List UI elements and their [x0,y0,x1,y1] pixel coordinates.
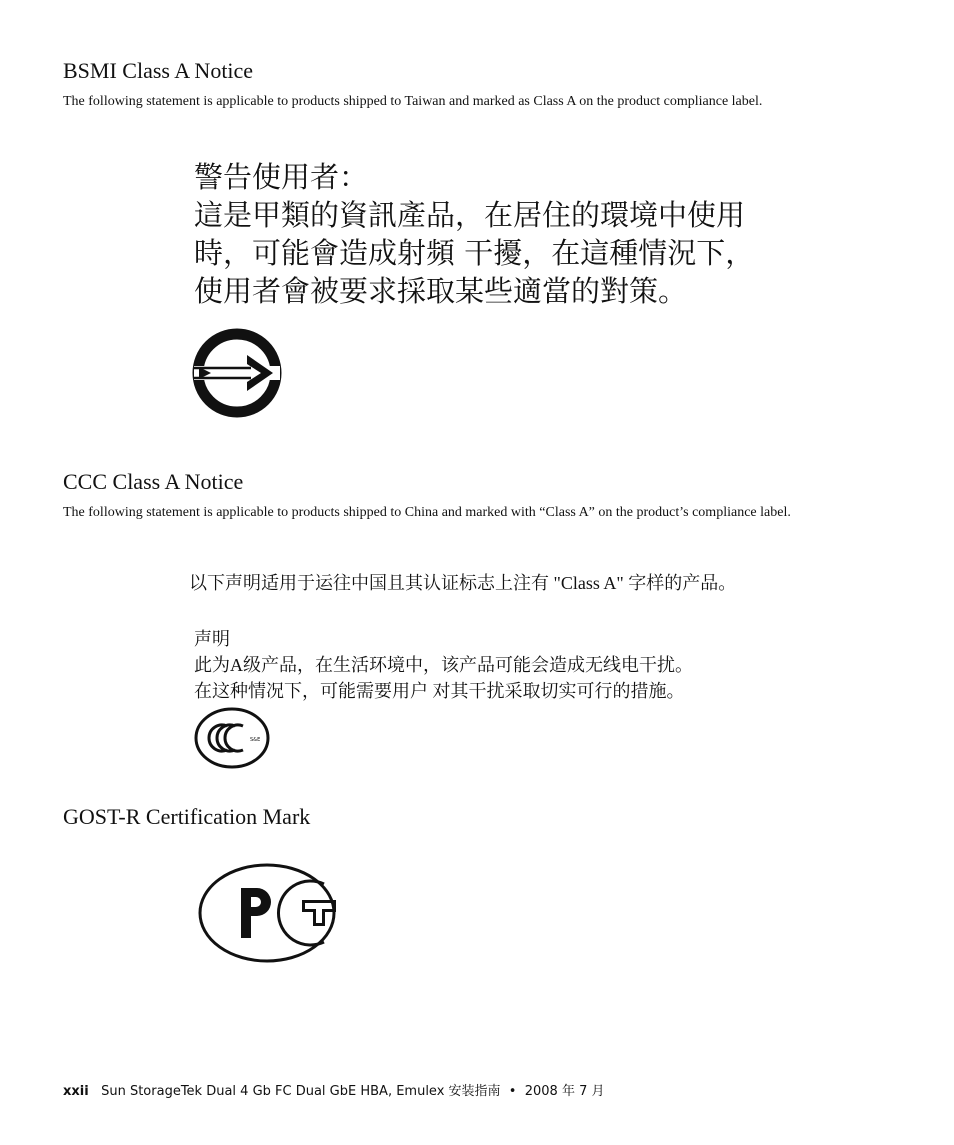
gost-r-mark-icon [197,862,341,964]
ccc-notice-line: 在这种情况下，可能需要用户 对其干扰采取切实可行的措施。 [194,681,685,701]
ccc-notice-line: 此为A级产品，在生活环境中，该产品可能会造成无线电干扰。 [194,655,693,675]
ccc-notice-title: 声明 [194,629,230,649]
footer-date: 2008 年 7 月 [524,1084,605,1099]
ccc-mark-label: S&E [250,737,261,743]
ccc-statement: 以下声明适用于运往中国且其认证标志上注有 "Class A" 字样的产品。 [189,573,737,593]
footer-bullet: • [508,1084,517,1099]
bsmi-warning-line: 這是甲類的資訊產品，在居住的環境中使用 [194,198,746,232]
bsmi-warning-line: 時，可能會造成射頻 干擾，在這種情況下， [194,236,755,270]
footer-title: Sun StorageTek Dual 4 Gb FC Dual GbE HBA, Emulex 安装指南 [101,1084,501,1099]
ccc-mark-icon [193,707,273,771]
ccc-heading: CCC Class A Notice [63,469,244,494]
bsmi-heading: BSMI Class A Notice [63,58,254,83]
bsmi-description: The following statement is applicable to products shipped to Taiwan and marked as Class A on the product compliance label. [63,94,763,109]
ccc-notice [194,626,794,704]
gost-heading: GOST-R Certification Mark [63,804,311,829]
ccc-description: The following statement is applicable to products shipped to China and marked with “Class A” on the product’s compliance label. [63,505,791,520]
bsmi-mark-icon [191,327,283,419]
bsmi-warning-line: 警告使用者： [194,160,369,194]
page-number: xxii [63,1084,89,1099]
bsmi-warning-text [194,158,874,310]
page-footer [63,1080,883,1099]
bsmi-warning-line: 使用者會被要求採取某些適當的對策。 [194,274,688,308]
